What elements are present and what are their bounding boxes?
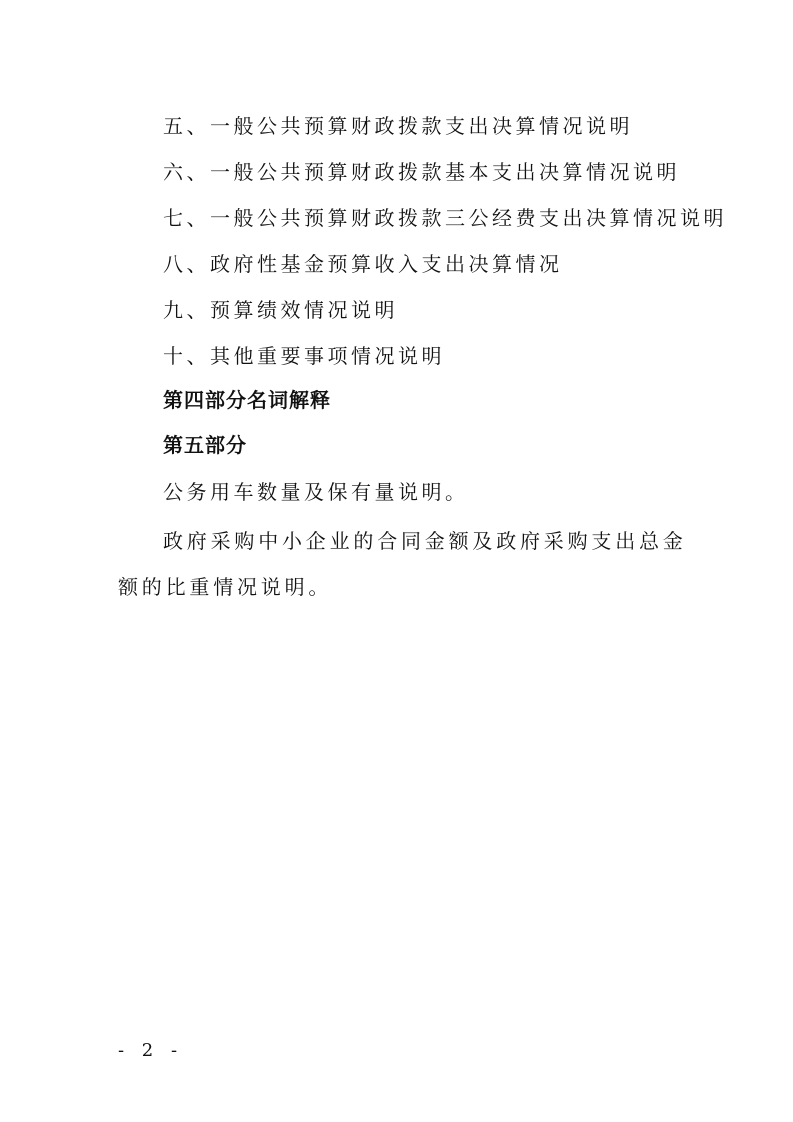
toc-item-10: 十、其他重要事项情况说明 <box>163 344 445 368</box>
part5-heading: 第五部分 <box>163 433 247 457</box>
procurement-paragraph: 政府采购中小企业的合同金额及政府采购支出总金额的比重情况说明。 <box>118 529 687 599</box>
toc-item-9: 九、预算绩效情况说明 <box>163 298 398 322</box>
page-number: - 2 - <box>118 1040 184 1061</box>
vehicle-note: 公务用车数量及保有量说明。 <box>163 480 469 504</box>
toc-item-6: 六、一般公共预算财政拨款基本支出决算情况说明 <box>163 160 680 184</box>
toc-item-7: 七、一般公共预算财政拨款三公经费支出决算情况说明 <box>163 206 727 230</box>
toc-item-8: 八、政府性基金预算收入支出决算情况 <box>163 252 563 276</box>
part4-heading: 第四部分名词解释 <box>163 388 331 412</box>
toc-item-5: 五、一般公共预算财政拨款支出决算情况说明 <box>163 114 633 138</box>
